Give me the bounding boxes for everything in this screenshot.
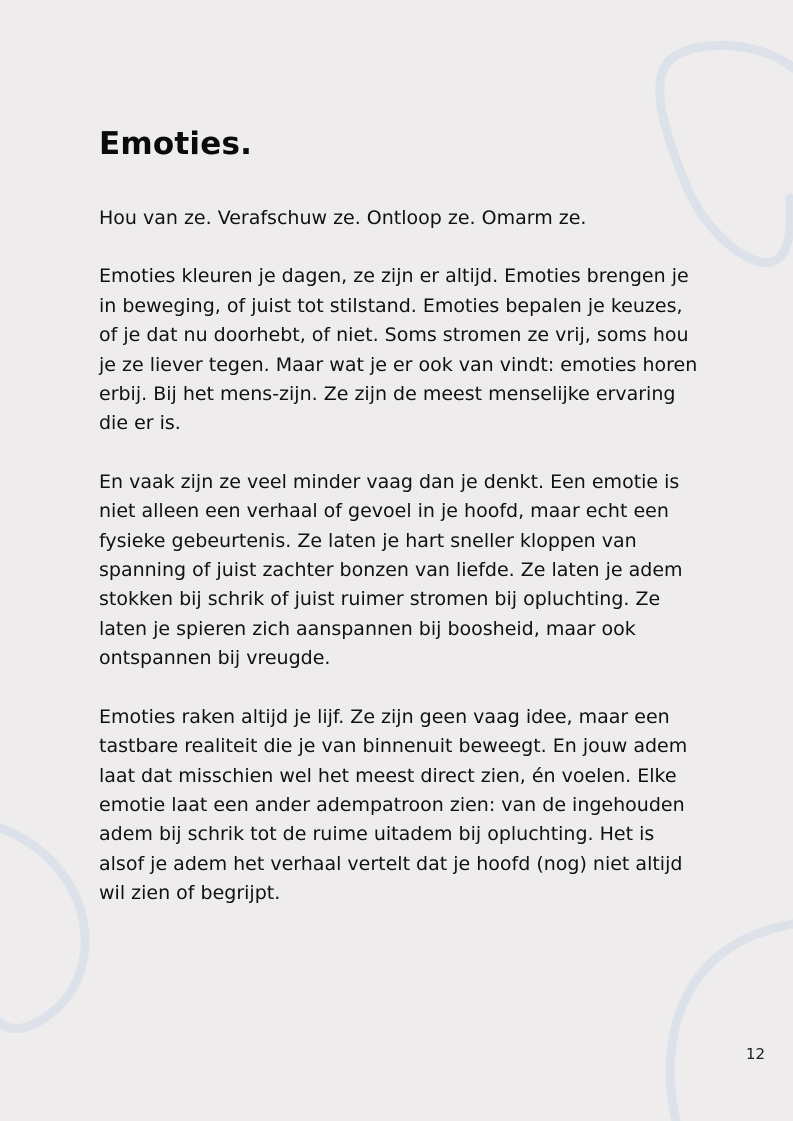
paragraph-intro: Hou van ze. Verafschuw ze. Ontloop ze. Omarm ze. [99,207,587,229]
main-content [99,124,699,938]
page-title: Emoties. [99,126,253,162]
paragraph-physical-event: En vaak zijn ze veel minder vaag dan je denkt. Een emotie is niet alleen een verhaal of gevoel in je hoofd, maar echt een fysieke gebeurtenis. Ze laten je hart sneller kloppen van spanning of juist zachter bonzen van liefde. Ze laten je adem stokken bij schrik of juist ruimer stromen bij opluchting. Ze laten je spieren zich aanspannen bij boosheid, maar ook ontspannen bij vreugde. [99,470,683,670]
paragraph-emotions-colour: Emoties kleuren je dagen, ze zijn er altijd. Emoties brengen je in beweging, of juist tot stilstand. Emoties bepalen je keuzes, of je dat nu doorhebt, of niet. Soms stromen ze vrij, soms hou je ze liever tegen. Maar wat je er ook van vindt: emoties horen erbij. Bij het mens-zijn. Ze zijn de meest menselijke ervaring die er is. [99,265,698,435]
bottom-right-swirl [670,924,793,1121]
paragraph-breath: Emoties raken altijd je lijf. Ze zijn geen vaag idee, maar een tastbare realiteit die je van binnenuit beweegt. En jouw adem laat dat misschien wel het meest direct zien, én voelen. Elke emotie laat een ander adempatroon zien: van de ingehouden adem bij schrik tot de ruime uitadem bij opluchting. Het is alsof je adem het verhaal vertelt dat je hoofd (nog) niet altijd wil zien of begrijpt. [99,705,688,905]
page-number: 12 [745,1045,765,1063]
left-swirl [0,828,85,1029]
